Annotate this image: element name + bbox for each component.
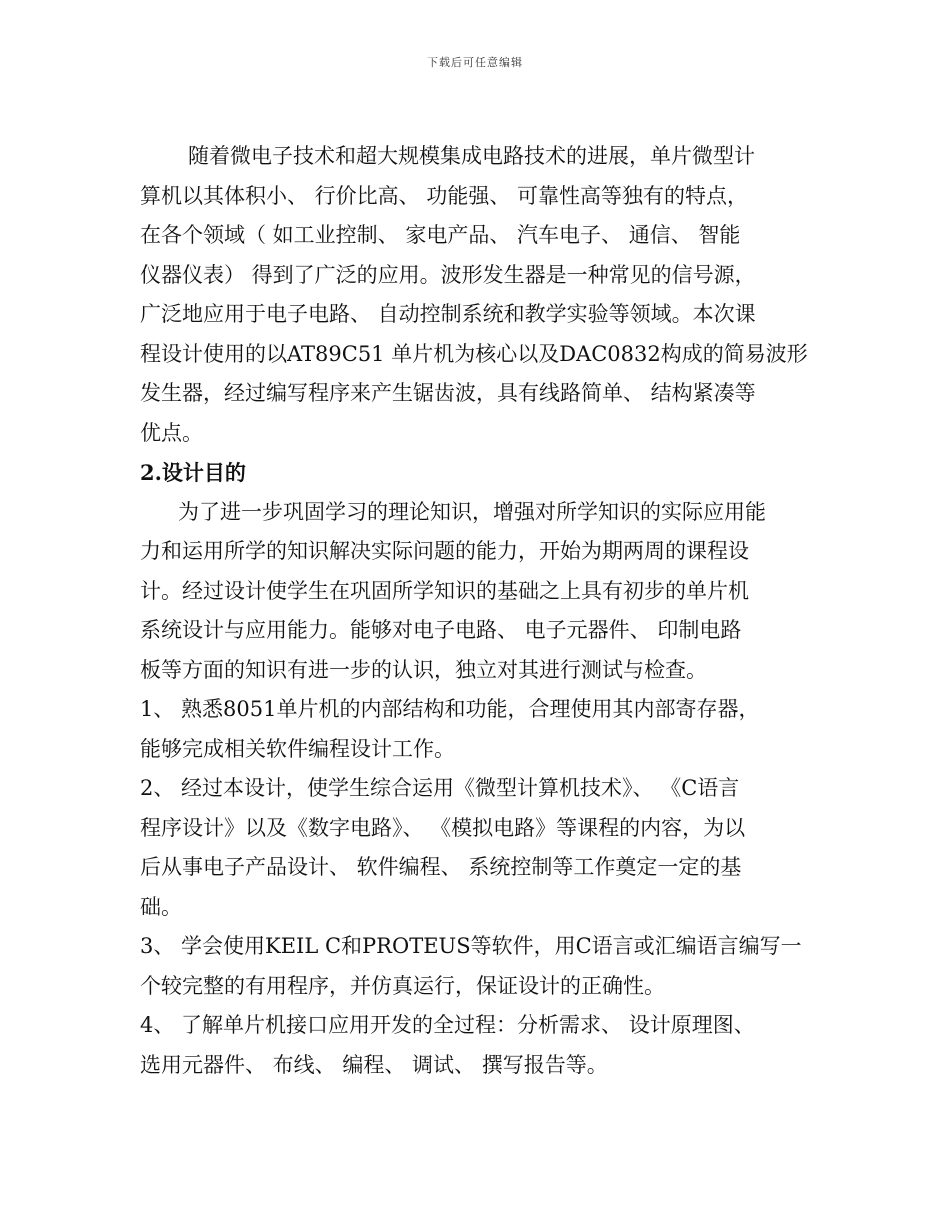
text-line: 广泛地应用于电子电路、 自动控制系统和教学实验等领域。本次课 [140,302,756,326]
text-line: 础。 [140,894,182,919]
list-item [140,690,820,769]
section-heading: 2.设计目的 [140,460,246,485]
text-line: 板等方面的知识有进一步的认识，独立对其进行测试与检查。 [140,657,707,682]
text-line: 程设计使用的以AT89C51 单片机为核心以及DAC0832构成的简易波形 [140,341,808,366]
text-line: 3、 学会使用KEIL C和PROTEUS等软件，用C语言或汇编语言编写一 [140,934,802,958]
page-header-note: 下载后可任意编辑 [427,56,523,69]
text-line: 为了进一步巩固学习的理论知识，增强对所学知识的实际应用能 [178,499,766,524]
text-line: 优点。 [140,420,203,445]
text-line: 计。经过设计使学生在巩固所学知识的基础之上具有初步的单片机 [140,578,749,603]
text-line: 能够完成相关软件编程设计工作。 [140,736,455,761]
text-line: 选用元器件、 布线、 编程、 调试、 撰写报告等。 [140,1052,608,1077]
text-line: 1、 熟悉8051单片机的内部结构和功能，合理使用其内部寄存器， [140,697,760,721]
text-line: 在各个领域（ 如工业控制、 家电产品、 汽车电子、 通信、 智能 [140,223,741,247]
purpose-paragraph [140,493,820,691]
text-line: 个较完整的有用程序，并仿真运行，保证设计的正确性。 [140,973,665,998]
text-line: 4、 了解单片机接口应用开发的全过程：分析需求、 设计原理图、 [140,1013,755,1037]
text-line: 发生器，经过编写程序来产生锯齿波，具有线路简单、 结构紧凑等 [140,381,756,405]
text-line: 算机以其体积小、 行价比高、 功能强、 可靠性高等独有的特点， [140,183,749,208]
list-item [140,927,820,1006]
text-line: 随着微电子技术和超大规模集成电路技术的进展，单片微型计 [188,144,755,168]
text-line: 2、 经过本设计，使学生综合运用《微型计算机技术》、 《C语言 [140,776,740,800]
intro-paragraph [140,137,820,453]
document-body [140,137,820,1085]
text-line: 后从事电子产品设计、 软件编程、 系统控制等工作奠定一定的基 [140,855,742,879]
text-line: 程序设计》以及《数字电路》、 《模拟电路》等课程的内容，为以 [140,815,746,840]
list-item [140,1006,820,1085]
text-line: 系统设计与应用能力。能够对电子电路、 电子元器件、 印制电路 [140,618,742,642]
text-line: 仪器仪表） 得到了广泛的应用。波形发生器是一种常见的信号源， [140,262,756,287]
text-line: 力和运用所学的知识解决实际问题的能力，开始为期两周的课程设 [140,539,749,563]
list-item [140,769,820,927]
